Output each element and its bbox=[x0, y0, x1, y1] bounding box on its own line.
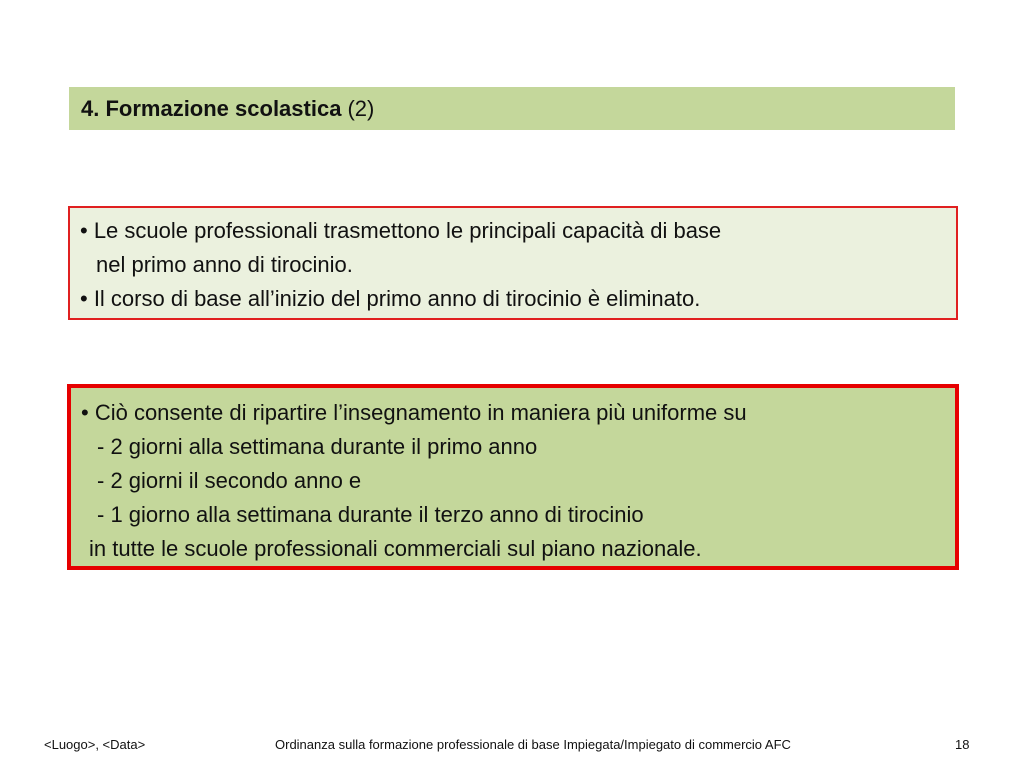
schedule-item: - 1 giorno alla settimana durante il terzo anno di tirocinio bbox=[97, 502, 644, 527]
footer-page-number: 18 bbox=[955, 737, 970, 752]
info-box-changes bbox=[68, 206, 958, 320]
bullet-line: • Le scuole professionali trasmettono le principali capacità di base bbox=[80, 218, 722, 243]
footer-document-title: Ordinanza sulla formazione professionale di base Impiegata/Impiegato di commercio AFC bbox=[275, 737, 791, 752]
schedule-item: - 2 giorni il secondo anno e bbox=[97, 468, 362, 493]
slide-title-bar bbox=[69, 87, 955, 130]
bullet-line: • Ciò consente di ripartire l’insegnamento in maniera più uniforme su bbox=[81, 400, 747, 425]
slide-title: 4. Formazione scolastica bbox=[81, 95, 342, 121]
info-box-schedule bbox=[67, 384, 959, 570]
schedule-item: - 2 giorni alla settimana durante il primo anno bbox=[97, 434, 538, 459]
bullet-line: • Il corso di base all’inizio del primo anno di tirocinio è eliminato. bbox=[80, 286, 701, 311]
footer-place-date: <Luogo>, <Data> bbox=[44, 737, 146, 752]
slide-title-part-number: (2) bbox=[347, 95, 375, 121]
bullet-continuation-line: nel primo anno di tirocinio. bbox=[96, 252, 353, 277]
closing-line: in tutte le scuole professionali commerciali sul piano nazionale. bbox=[89, 536, 702, 561]
